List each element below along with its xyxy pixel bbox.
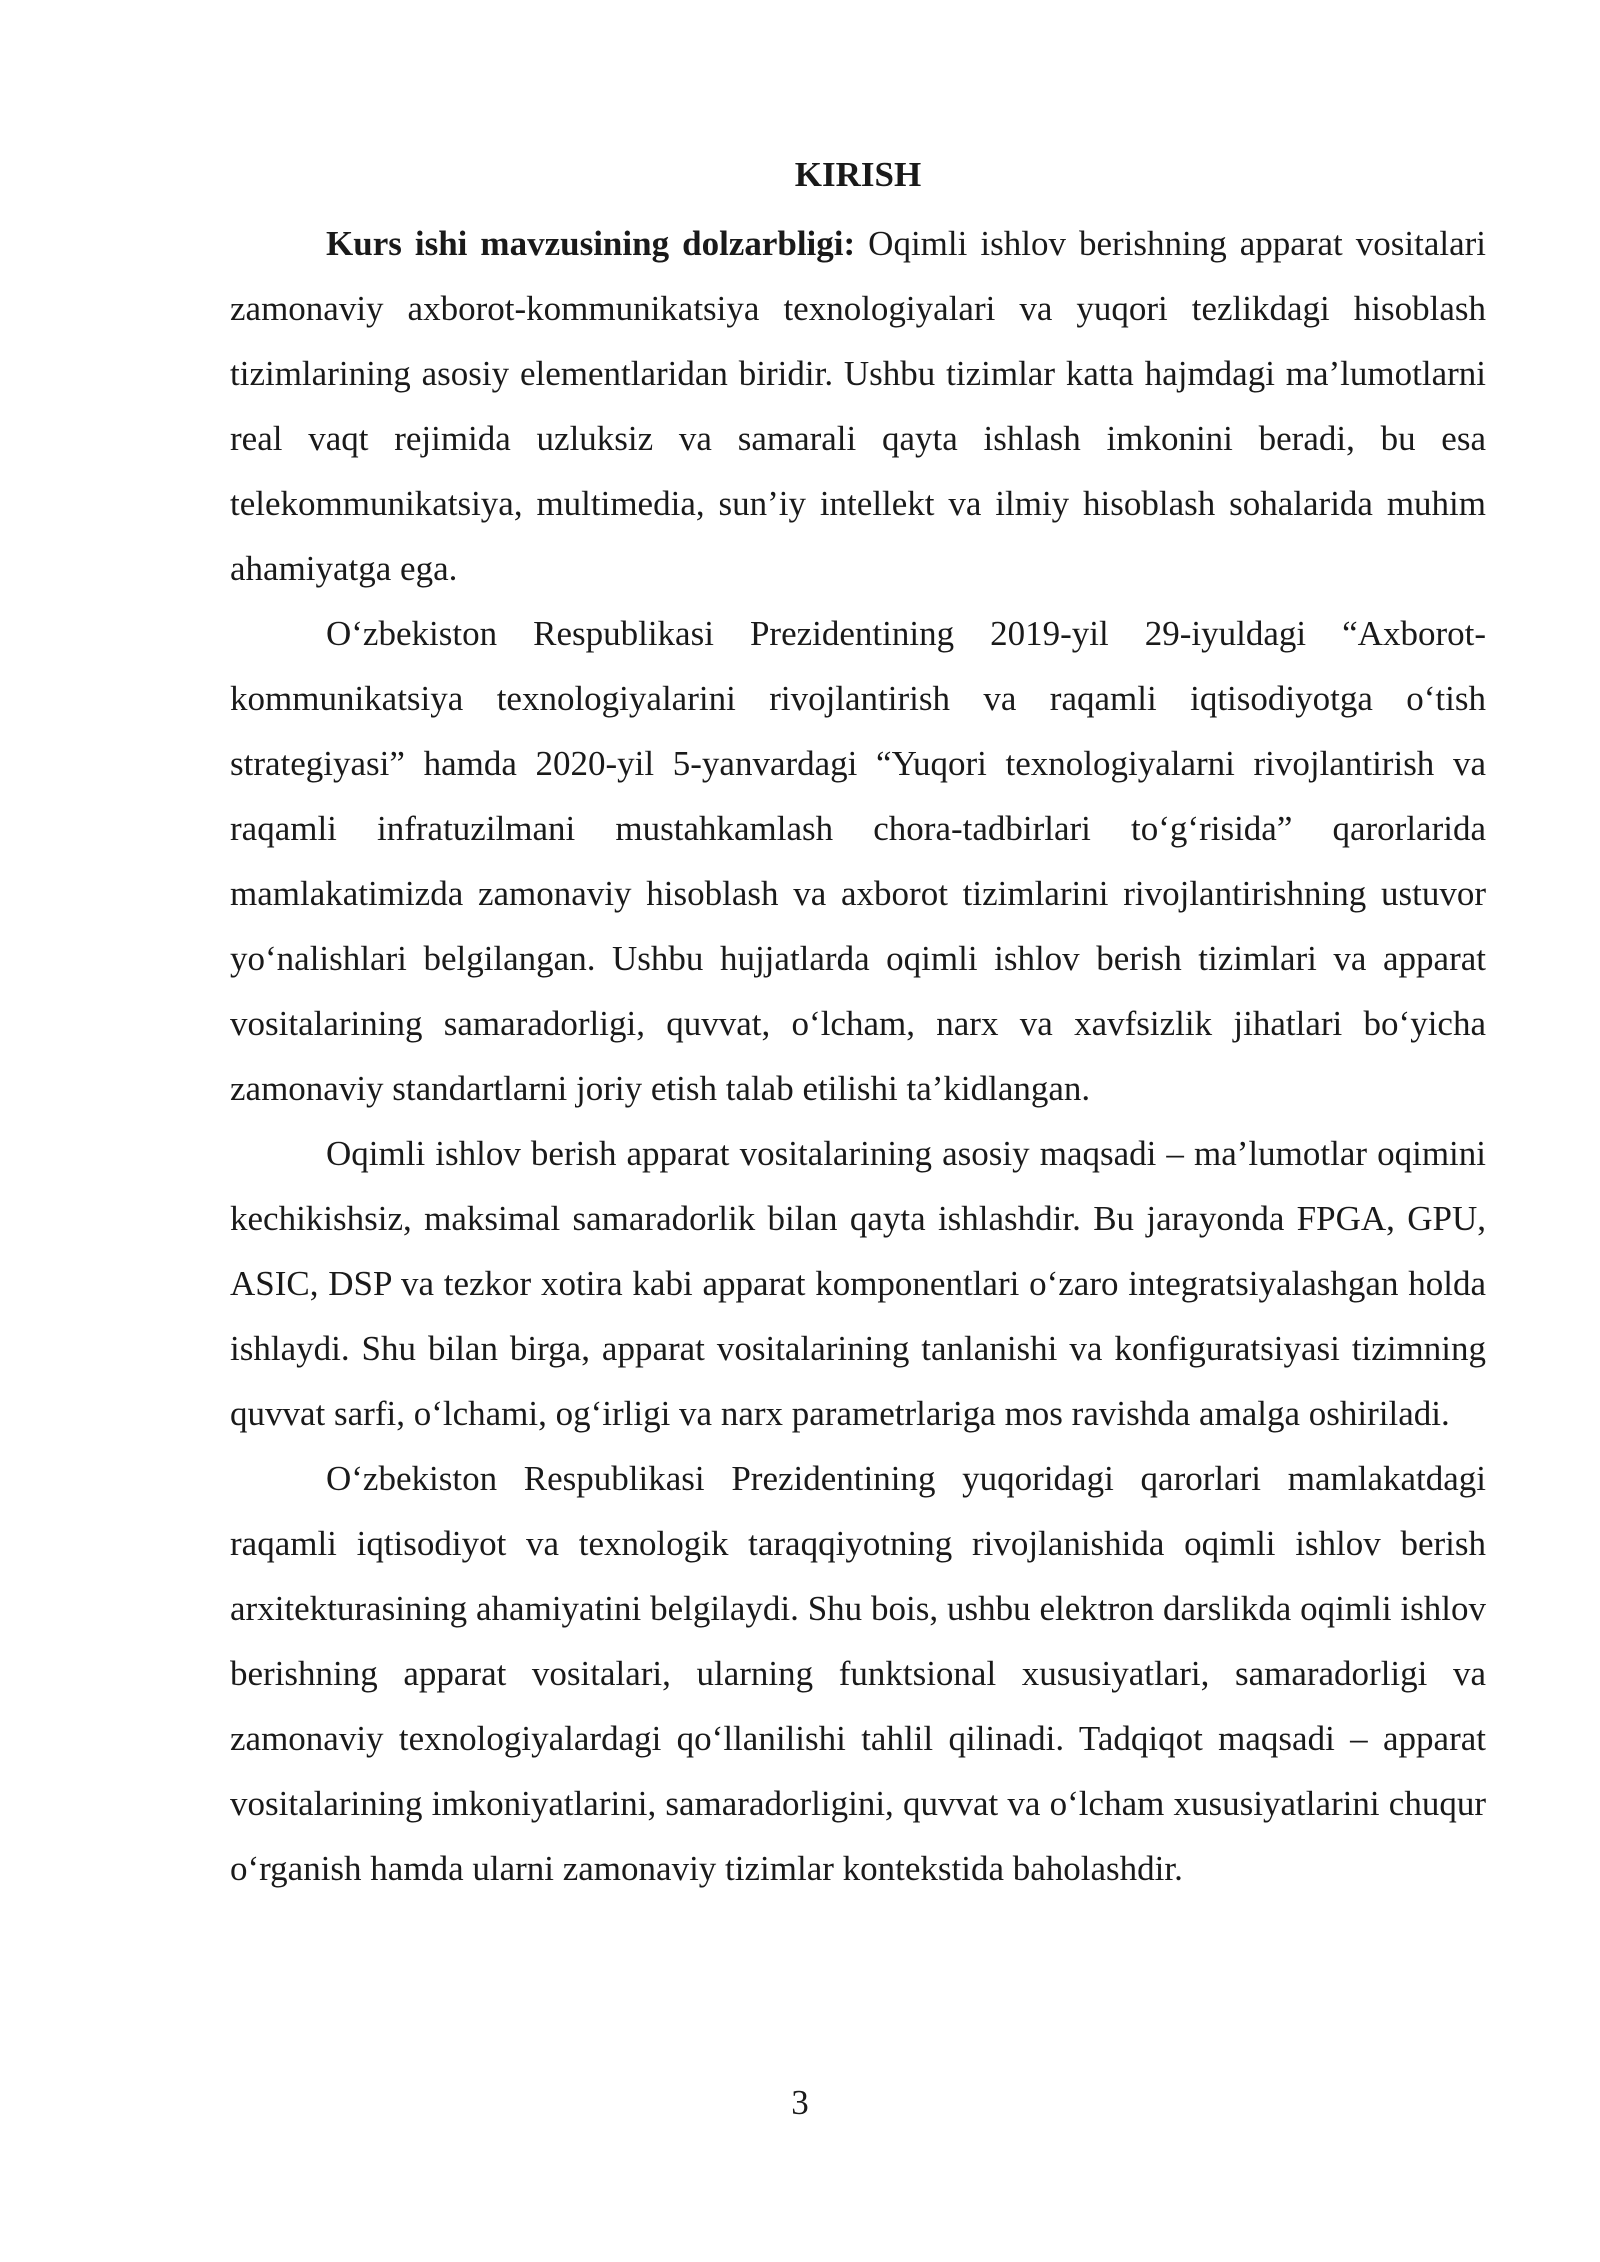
paragraph-lead: Kurs ishi mavzusining dolzarbligi: <box>326 224 856 263</box>
paragraph-main-goal <box>230 1121 1486 1446</box>
section-heading: KIRISH <box>794 155 922 194</box>
paragraph-relevance <box>230 211 1486 601</box>
page-number: 3 <box>791 2083 809 2122</box>
document-page <box>230 145 1486 1901</box>
paragraph-text: O‘zbekiston Respublikasi Prezidentining 2019-yil 29-iyuldagi “Axborot-kommunikatsiya texnologiyalarini rivojlantirish va raqamli iqtisodiyotga o‘tish strategiyasi” hamda 2020-yil 5-yanvardagi “Yuqori texnologiyalarni rivojlantirish va raqamli infratuzilmani mustahkamlash chora-tadbirlari to‘g‘risida” qarorlarida mamlakatimizda zamonaviy hisoblash va axborot tizimlarini rivojlantirishning ustuvor yo‘nalishlari belgilangan. Ushbu hujjatlarda oqimli ishlov berish tizimlari va apparat vositalarining samaradorligi, quvvat, o‘lcham, narx va xavfsizlik jihatlari bo‘yicha zamonaviy standartlarni joriy etish talab etilishi ta’kidlangan. <box>230 614 1486 1108</box>
paragraph-research-aim <box>230 1446 1486 1901</box>
paragraph-text: O‘zbekiston Respublikasi Prezidentining yuqoridagi qarorlari mamlakatdagi raqamli iqtisodiyot va texnologik taraqqiyotning rivojlanishida oqimli ishlov berish arxitekturasining ahamiyatini belgilaydi. Shu bois, ushbu elektron darslikda oqimli ishlov berishning apparat vositalari, ularning funktsional xususiyatlari, samaradorligi va zamonaviy texnologiyalardagi qo‘llanilishi tahlil qilinadi. Tadqiqot maqsadi – apparat vositalarining imkoniyatlarini, samaradorligini, quvvat va o‘lcham xususiyatlarini chuqur o‘rganish hamda ularni zamonaviy tizimlar kontekstida baholashdir. <box>230 1459 1486 1888</box>
paragraph-text: Oqimli ishlov berishning apparat vositalari zamonaviy axborot-kommunikatsiya texnologiyalari va yuqori tezlikdagi hisoblash tizimlarining asosiy elementlaridan biridir. Ushbu tizimlar katta hajmdagi ma’lumotlarni real vaqt rejimida uzluksiz va samarali qayta ishlash imkonini beradi, bu esa telekommunikatsiya, multimedia, sun’iy intellekt va ilmiy hisoblash sohalarida muhim ahamiyatga ega. <box>230 224 1486 588</box>
paragraph-presidential-decrees <box>230 601 1486 1121</box>
paragraph-text: Oqimli ishlov berish apparat vositalarining asosiy maqsadi – ma’lumotlar oqimini kechikishsiz, maksimal samaradorlik bilan qayta ishlashdir. Bu jarayonda FPGA, GPU, ASIC, DSP va tezkor xotira kabi apparat komponentlari o‘zaro integratsiyalashgan holda ishlaydi. Shu bilan birga, apparat vositalarining tanlanishi va konfiguratsiyasi tizimning quvvat sarfi, o‘lchami, og‘irligi va narx parametrlariga mos ravishda amalga oshiriladi. <box>230 1134 1486 1433</box>
